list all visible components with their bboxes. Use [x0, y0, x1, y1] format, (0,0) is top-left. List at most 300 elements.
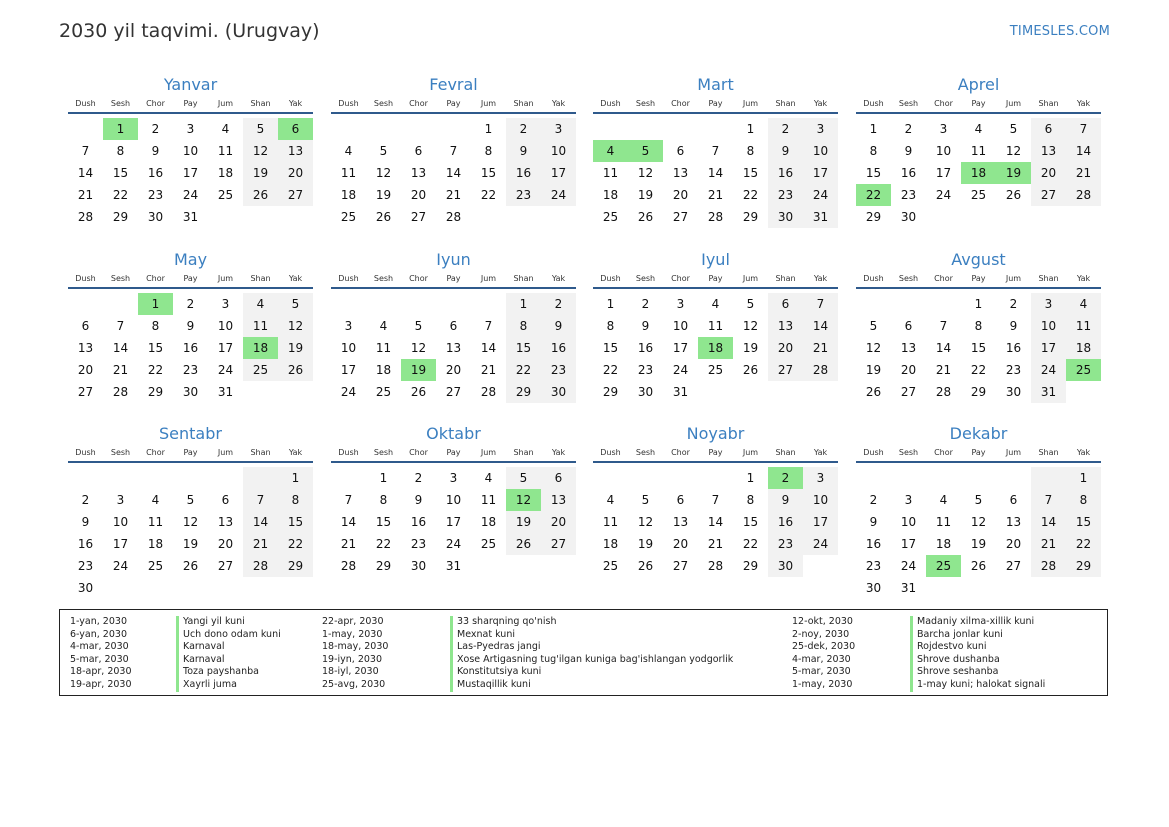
day-cell[interactable]: 21 [480, 363, 497, 377]
day-cell[interactable]: 4 [974, 122, 983, 136]
day-cell[interactable]: 29 [112, 210, 129, 224]
day-cell[interactable]: 18 [1066, 337, 1101, 359]
day-cell[interactable]: 30 [900, 210, 917, 224]
day-cell[interactable]: 17 [935, 166, 952, 180]
day-cell[interactable]: 20 [672, 537, 689, 551]
day-cell[interactable]: 4 [243, 293, 278, 315]
day-cell[interactable]: 27 [1031, 184, 1066, 206]
day-cell[interactable]: 1 [278, 467, 313, 489]
day-cell[interactable]: 21 [707, 188, 724, 202]
day-cell[interactable]: 4 [221, 122, 230, 136]
day-cell[interactable]: 29 [1066, 555, 1101, 577]
day-cell[interactable]: 28 [340, 559, 357, 573]
day-cell[interactable]: 8 [869, 144, 878, 158]
day-cell[interactable]: 17 [1031, 337, 1066, 359]
day-cell[interactable]: 5 [974, 493, 983, 507]
day-cell[interactable]: 4 [344, 144, 353, 158]
day-cell[interactable]: 6 [221, 493, 230, 507]
day-cell[interactable]: 3 [1031, 293, 1066, 315]
day-cell[interactable]: 30 [637, 385, 654, 399]
day-cell[interactable]: 14 [1066, 140, 1101, 162]
holiday-day[interactable]: 5 [628, 140, 663, 162]
day-cell[interactable]: 10 [182, 144, 199, 158]
day-cell[interactable]: 12 [1005, 144, 1022, 158]
day-cell[interactable]: 18 [935, 537, 952, 551]
day-cell[interactable]: 5 [414, 319, 423, 333]
day-cell[interactable]: 14 [243, 511, 278, 533]
day-cell[interactable]: 17 [182, 166, 199, 180]
day-cell[interactable]: 3 [803, 467, 838, 489]
day-cell[interactable]: 14 [112, 341, 129, 355]
holiday-day[interactable]: 25 [926, 555, 961, 577]
day-cell[interactable]: 17 [672, 341, 689, 355]
day-cell[interactable]: 30 [1005, 385, 1022, 399]
day-cell[interactable]: 6 [1009, 493, 1018, 507]
day-cell[interactable]: 9 [768, 140, 803, 162]
day-cell[interactable]: 8 [606, 319, 615, 333]
day-cell[interactable]: 21 [803, 337, 838, 359]
day-cell[interactable]: 10 [112, 515, 129, 529]
day-cell[interactable]: 28 [480, 385, 497, 399]
day-cell[interactable]: 26 [1005, 188, 1022, 202]
day-cell[interactable]: 29 [506, 381, 541, 403]
day-cell[interactable]: 8 [116, 144, 125, 158]
holiday-day[interactable]: 25 [1066, 359, 1101, 381]
day-cell[interactable]: 12 [742, 319, 759, 333]
day-cell[interactable]: 13 [410, 166, 427, 180]
day-cell[interactable]: 26 [243, 184, 278, 206]
day-cell[interactable]: 17 [803, 162, 838, 184]
day-cell[interactable]: 17 [541, 162, 576, 184]
day-cell[interactable]: 2 [186, 297, 195, 311]
day-cell[interactable]: 3 [676, 297, 685, 311]
day-cell[interactable]: 16 [865, 537, 882, 551]
holiday-day[interactable]: 2 [768, 467, 803, 489]
day-cell[interactable]: 16 [410, 515, 427, 529]
day-cell[interactable]: 23 [506, 184, 541, 206]
day-cell[interactable]: 27 [278, 184, 313, 206]
day-cell[interactable]: 7 [81, 144, 90, 158]
day-cell[interactable]: 4 [606, 493, 615, 507]
day-cell[interactable]: 8 [746, 493, 755, 507]
day-cell[interactable]: 10 [340, 341, 357, 355]
day-cell[interactable]: 22 [480, 188, 497, 202]
day-cell[interactable]: 5 [379, 144, 388, 158]
day-cell[interactable]: 2 [541, 293, 576, 315]
day-cell[interactable]: 16 [77, 537, 94, 551]
day-cell[interactable]: 30 [182, 385, 199, 399]
day-cell[interactable]: 3 [449, 471, 458, 485]
day-cell[interactable]: 28 [803, 359, 838, 381]
day-cell[interactable]: 10 [803, 140, 838, 162]
day-cell[interactable]: 18 [147, 537, 164, 551]
day-cell[interactable]: 21 [707, 537, 724, 551]
day-cell[interactable]: 22 [742, 537, 759, 551]
day-cell[interactable]: 15 [742, 515, 759, 529]
day-cell[interactable]: 18 [340, 188, 357, 202]
day-cell[interactable]: 21 [1066, 162, 1101, 184]
day-cell[interactable]: 15 [506, 337, 541, 359]
day-cell[interactable]: 18 [217, 166, 234, 180]
day-cell[interactable]: 22 [506, 359, 541, 381]
day-cell[interactable]: 18 [480, 515, 497, 529]
day-cell[interactable]: 26 [278, 359, 313, 381]
day-cell[interactable]: 24 [541, 184, 576, 206]
day-cell[interactable]: 7 [344, 493, 353, 507]
day-cell[interactable]: 10 [445, 493, 462, 507]
day-cell[interactable]: 15 [865, 166, 882, 180]
day-cell[interactable]: 31 [182, 210, 199, 224]
day-cell[interactable]: 10 [541, 140, 576, 162]
day-cell[interactable]: 7 [939, 319, 948, 333]
day-cell[interactable]: 4 [1066, 293, 1101, 315]
day-cell[interactable]: 18 [375, 363, 392, 377]
day-cell[interactable]: 13 [672, 515, 689, 529]
day-cell[interactable]: 13 [445, 341, 462, 355]
day-cell[interactable]: 16 [182, 341, 199, 355]
day-cell[interactable]: 12 [375, 166, 392, 180]
day-cell[interactable]: 25 [707, 363, 724, 377]
holiday-day[interactable]: 4 [593, 140, 628, 162]
day-cell[interactable]: 5 [869, 319, 878, 333]
day-cell[interactable]: 10 [217, 319, 234, 333]
day-cell[interactable]: 1 [746, 471, 755, 485]
day-cell[interactable]: 2 [641, 297, 650, 311]
day-cell[interactable]: 23 [900, 188, 917, 202]
day-cell[interactable]: 24 [217, 363, 234, 377]
day-cell[interactable]: 27 [410, 210, 427, 224]
day-cell[interactable]: 10 [672, 319, 689, 333]
day-cell[interactable]: 28 [935, 385, 952, 399]
day-cell[interactable]: 4 [484, 471, 493, 485]
day-cell[interactable]: 26 [637, 559, 654, 573]
day-cell[interactable]: 13 [1031, 140, 1066, 162]
day-cell[interactable]: 11 [375, 341, 392, 355]
day-cell[interactable]: 3 [221, 297, 230, 311]
day-cell[interactable]: 7 [243, 489, 278, 511]
day-cell[interactable]: 21 [77, 188, 94, 202]
day-cell[interactable]: 29 [278, 555, 313, 577]
day-cell[interactable]: 24 [445, 537, 462, 551]
holiday-day[interactable]: 19 [401, 359, 436, 381]
day-cell[interactable]: 19 [865, 363, 882, 377]
day-cell[interactable]: 23 [865, 559, 882, 573]
holiday-day[interactable]: 22 [856, 184, 891, 206]
day-cell[interactable]: 17 [340, 363, 357, 377]
day-cell[interactable]: 9 [541, 315, 576, 337]
day-cell[interactable]: 1 [1066, 467, 1101, 489]
day-cell[interactable]: 20 [445, 363, 462, 377]
day-cell[interactable]: 20 [1031, 162, 1066, 184]
day-cell[interactable]: 1 [746, 122, 755, 136]
day-cell[interactable]: 7 [449, 144, 458, 158]
day-cell[interactable]: 3 [186, 122, 195, 136]
day-cell[interactable]: 15 [112, 166, 129, 180]
holiday-day[interactable]: 18 [961, 162, 996, 184]
day-cell[interactable]: 26 [637, 210, 654, 224]
holiday-day[interactable]: 6 [278, 118, 313, 140]
day-cell[interactable]: 8 [1066, 489, 1101, 511]
day-cell[interactable]: 15 [375, 515, 392, 529]
day-cell[interactable]: 17 [445, 515, 462, 529]
holiday-day[interactable]: 18 [698, 337, 733, 359]
day-cell[interactable]: 2 [81, 493, 90, 507]
day-cell[interactable]: 30 [410, 559, 427, 573]
day-cell[interactable]: 8 [974, 319, 983, 333]
day-cell[interactable]: 27 [768, 359, 803, 381]
day-cell[interactable]: 10 [803, 489, 838, 511]
day-cell[interactable]: 14 [480, 341, 497, 355]
day-cell[interactable]: 24 [182, 188, 199, 202]
day-cell[interactable]: 20 [672, 188, 689, 202]
day-cell[interactable]: 25 [217, 188, 234, 202]
day-cell[interactable]: 24 [340, 385, 357, 399]
day-cell[interactable]: 11 [340, 166, 357, 180]
day-cell[interactable]: 8 [484, 144, 493, 158]
day-cell[interactable]: 19 [182, 537, 199, 551]
day-cell[interactable]: 23 [637, 363, 654, 377]
day-cell[interactable]: 31 [445, 559, 462, 573]
day-cell[interactable]: 6 [904, 319, 913, 333]
day-cell[interactable]: 14 [77, 166, 94, 180]
day-cell[interactable]: 9 [81, 515, 90, 529]
day-cell[interactable]: 13 [900, 341, 917, 355]
day-cell[interactable]: 11 [243, 315, 278, 337]
day-cell[interactable]: 8 [746, 144, 755, 158]
day-cell[interactable]: 7 [116, 319, 125, 333]
day-cell[interactable]: 10 [900, 515, 917, 529]
day-cell[interactable]: 13 [672, 166, 689, 180]
day-cell[interactable]: 28 [1066, 184, 1101, 206]
day-cell[interactable]: 30 [768, 206, 803, 228]
day-cell[interactable]: 29 [742, 559, 759, 573]
day-cell[interactable]: 30 [865, 581, 882, 595]
day-cell[interactable]: 13 [1005, 515, 1022, 529]
day-cell[interactable]: 2 [151, 122, 160, 136]
day-cell[interactable]: 20 [541, 511, 576, 533]
day-cell[interactable]: 30 [147, 210, 164, 224]
day-cell[interactable]: 11 [602, 515, 619, 529]
day-cell[interactable]: 23 [541, 359, 576, 381]
day-cell[interactable]: 10 [1031, 315, 1066, 337]
day-cell[interactable]: 2 [869, 493, 878, 507]
day-cell[interactable]: 12 [637, 515, 654, 529]
day-cell[interactable]: 13 [77, 341, 94, 355]
day-cell[interactable]: 15 [742, 166, 759, 180]
day-cell[interactable]: 17 [112, 537, 129, 551]
day-cell[interactable]: 19 [637, 188, 654, 202]
day-cell[interactable]: 12 [182, 515, 199, 529]
day-cell[interactable]: 17 [803, 511, 838, 533]
day-cell[interactable]: 24 [1031, 359, 1066, 381]
day-cell[interactable]: 24 [900, 559, 917, 573]
day-cell[interactable]: 2 [414, 471, 423, 485]
day-cell[interactable]: 9 [151, 144, 160, 158]
day-cell[interactable]: 9 [768, 489, 803, 511]
brand-link[interactable]: TIMESLES.COM [1009, 24, 1110, 39]
day-cell[interactable]: 9 [641, 319, 650, 333]
day-cell[interactable]: 23 [1005, 363, 1022, 377]
day-cell[interactable]: 19 [375, 188, 392, 202]
day-cell[interactable]: 23 [768, 533, 803, 555]
day-cell[interactable]: 21 [445, 188, 462, 202]
holiday-day[interactable]: 19 [996, 162, 1031, 184]
day-cell[interactable]: 1 [606, 297, 615, 311]
day-cell[interactable]: 15 [480, 166, 497, 180]
day-cell[interactable]: 16 [768, 162, 803, 184]
day-cell[interactable]: 2 [768, 118, 803, 140]
day-cell[interactable]: 27 [672, 559, 689, 573]
day-cell[interactable]: 22 [112, 188, 129, 202]
day-cell[interactable]: 20 [278, 162, 313, 184]
day-cell[interactable]: 19 [970, 537, 987, 551]
day-cell[interactable]: 18 [602, 188, 619, 202]
day-cell[interactable]: 24 [672, 363, 689, 377]
day-cell[interactable]: 6 [768, 293, 803, 315]
day-cell[interactable]: 31 [672, 385, 689, 399]
day-cell[interactable]: 8 [278, 489, 313, 511]
day-cell[interactable]: 26 [970, 559, 987, 573]
day-cell[interactable]: 15 [602, 341, 619, 355]
day-cell[interactable]: 9 [506, 140, 541, 162]
day-cell[interactable]: 20 [900, 363, 917, 377]
day-cell[interactable]: 28 [112, 385, 129, 399]
day-cell[interactable]: 5 [278, 293, 313, 315]
day-cell[interactable]: 29 [375, 559, 392, 573]
day-cell[interactable]: 13 [278, 140, 313, 162]
day-cell[interactable]: 21 [112, 363, 129, 377]
day-cell[interactable]: 20 [410, 188, 427, 202]
day-cell[interactable]: 22 [602, 363, 619, 377]
day-cell[interactable]: 3 [344, 319, 353, 333]
day-cell[interactable]: 29 [602, 385, 619, 399]
day-cell[interactable]: 20 [217, 537, 234, 551]
day-cell[interactable]: 25 [243, 359, 278, 381]
day-cell[interactable]: 22 [1066, 533, 1101, 555]
day-cell[interactable]: 27 [900, 385, 917, 399]
day-cell[interactable]: 14 [707, 515, 724, 529]
day-cell[interactable]: 27 [541, 533, 576, 555]
day-cell[interactable]: 24 [803, 184, 838, 206]
day-cell[interactable]: 25 [147, 559, 164, 573]
day-cell[interactable]: 5 [506, 467, 541, 489]
day-cell[interactable]: 20 [768, 337, 803, 359]
day-cell[interactable]: 19 [637, 537, 654, 551]
day-cell[interactable]: 17 [217, 341, 234, 355]
day-cell[interactable]: 24 [112, 559, 129, 573]
day-cell[interactable]: 14 [803, 315, 838, 337]
day-cell[interactable]: 21 [1031, 533, 1066, 555]
day-cell[interactable]: 28 [707, 559, 724, 573]
day-cell[interactable]: 22 [375, 537, 392, 551]
day-cell[interactable]: 27 [77, 385, 94, 399]
day-cell[interactable]: 12 [865, 341, 882, 355]
day-cell[interactable]: 3 [116, 493, 125, 507]
day-cell[interactable]: 31 [217, 385, 234, 399]
day-cell[interactable]: 19 [278, 337, 313, 359]
day-cell[interactable]: 11 [147, 515, 164, 529]
day-cell[interactable]: 15 [1066, 511, 1101, 533]
day-cell[interactable]: 9 [904, 144, 913, 158]
day-cell[interactable]: 4 [939, 493, 948, 507]
day-cell[interactable]: 24 [803, 533, 838, 555]
day-cell[interactable]: 26 [506, 533, 541, 555]
day-cell[interactable]: 19 [506, 511, 541, 533]
day-cell[interactable]: 27 [672, 210, 689, 224]
day-cell[interactable]: 1 [484, 122, 493, 136]
day-cell[interactable]: 28 [1031, 555, 1066, 577]
day-cell[interactable]: 6 [449, 319, 458, 333]
day-cell[interactable]: 21 [340, 537, 357, 551]
day-cell[interactable]: 3 [939, 122, 948, 136]
day-cell[interactable]: 11 [1066, 315, 1101, 337]
day-cell[interactable]: 30 [768, 555, 803, 577]
day-cell[interactable]: 14 [445, 166, 462, 180]
day-cell[interactable]: 23 [147, 188, 164, 202]
day-cell[interactable]: 31 [803, 206, 838, 228]
day-cell[interactable]: 29 [147, 385, 164, 399]
day-cell[interactable]: 14 [1031, 511, 1066, 533]
day-cell[interactable]: 31 [900, 581, 917, 595]
day-cell[interactable]: 6 [676, 144, 685, 158]
day-cell[interactable]: 6 [81, 319, 90, 333]
day-cell[interactable]: 12 [637, 166, 654, 180]
day-cell[interactable]: 12 [970, 515, 987, 529]
day-cell[interactable]: 8 [506, 315, 541, 337]
day-cell[interactable]: 5 [243, 118, 278, 140]
day-cell[interactable]: 22 [970, 363, 987, 377]
day-cell[interactable]: 3 [904, 493, 913, 507]
day-cell[interactable]: 24 [935, 188, 952, 202]
day-cell[interactable]: 7 [711, 493, 720, 507]
day-cell[interactable]: 14 [707, 166, 724, 180]
day-cell[interactable]: 9 [414, 493, 423, 507]
day-cell[interactable]: 25 [602, 210, 619, 224]
day-cell[interactable]: 12 [278, 315, 313, 337]
day-cell[interactable]: 16 [506, 162, 541, 184]
day-cell[interactable]: 22 [147, 363, 164, 377]
day-cell[interactable]: 26 [182, 559, 199, 573]
day-cell[interactable]: 6 [1031, 118, 1066, 140]
day-cell[interactable]: 11 [480, 493, 497, 507]
day-cell[interactable]: 25 [340, 210, 357, 224]
day-cell[interactable]: 16 [541, 337, 576, 359]
day-cell[interactable]: 16 [1005, 341, 1022, 355]
day-cell[interactable]: 27 [217, 559, 234, 573]
day-cell[interactable]: 5 [1009, 122, 1018, 136]
day-cell[interactable]: 4 [711, 297, 720, 311]
day-cell[interactable]: 19 [742, 341, 759, 355]
day-cell[interactable]: 29 [970, 385, 987, 399]
day-cell[interactable]: 26 [865, 385, 882, 399]
day-cell[interactable]: 26 [742, 363, 759, 377]
day-cell[interactable]: 2 [1009, 297, 1018, 311]
day-cell[interactable]: 1 [506, 293, 541, 315]
day-cell[interactable]: 8 [379, 493, 388, 507]
day-cell[interactable]: 23 [768, 184, 803, 206]
day-cell[interactable]: 9 [869, 515, 878, 529]
day-cell[interactable]: 16 [768, 511, 803, 533]
day-cell[interactable]: 30 [541, 381, 576, 403]
day-cell[interactable]: 31 [1031, 381, 1066, 403]
day-cell[interactable]: 11 [217, 144, 234, 158]
day-cell[interactable]: 16 [637, 341, 654, 355]
day-cell[interactable]: 9 [1009, 319, 1018, 333]
day-cell[interactable]: 7 [1066, 118, 1101, 140]
day-cell[interactable]: 13 [541, 489, 576, 511]
day-cell[interactable]: 23 [182, 363, 199, 377]
day-cell[interactable]: 13 [217, 515, 234, 529]
